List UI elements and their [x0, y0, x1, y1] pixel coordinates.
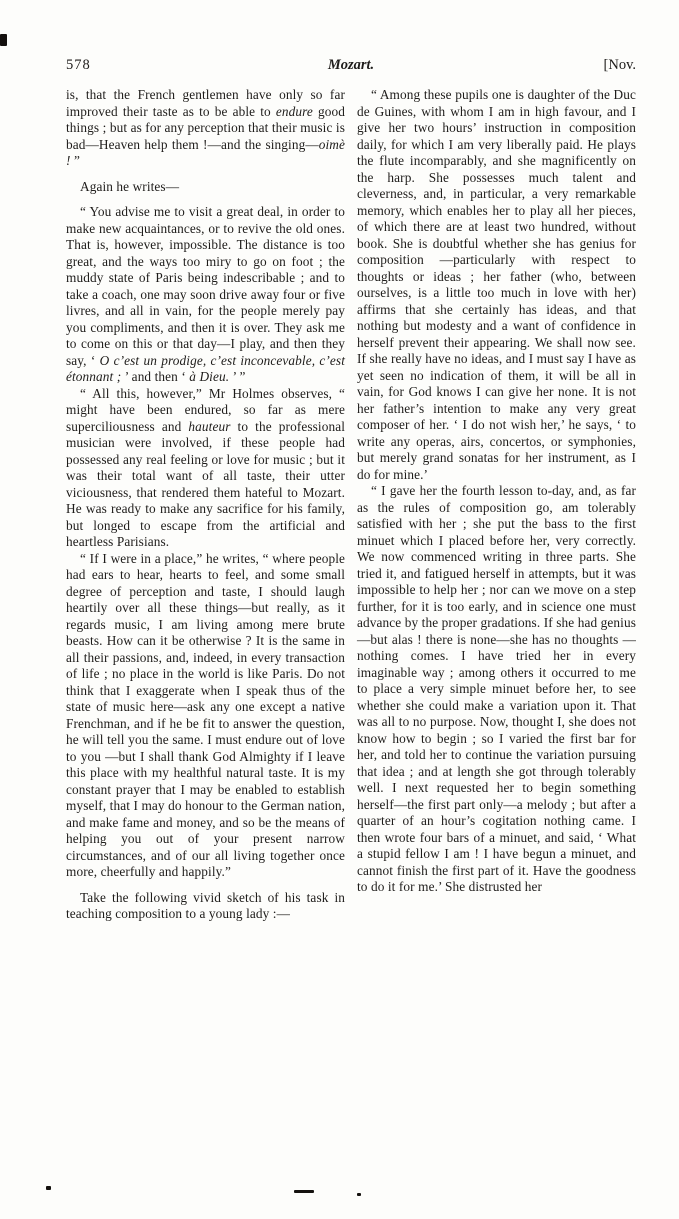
paragraph [66, 204, 345, 386]
paragraph [66, 890, 345, 923]
paragraph [66, 87, 345, 170]
text-run: “ I gave her the fourth lesson to-day, and, as far as the rules of composition go, am tolerably satisfied with her ; she put the bass to the first minuet which I placed before her, very correctly. We now commenced writing in three parts. She tried it, and fatigued herself in attempts, but it was impossible to help her ; nor can we move on a step further, for it is too early, and in science one must advance by the proper gradations. If she had genius—but alas ! there is none—she has no thoughts —nothing comes. I have tried her in every imaginable way ; among others it occurred to me to place a very simple minuet before her, to see whether she could make a variation upon it. That was all to no purpose. Now, thought I, she does not know how to begin ; so I varied the first bar for her, and told her to continue the variation pursuing that idea ; and at length she got through tolerably well. I next requested her to begin something herself—the first part only—a melody ; but after a quarter of an hour’s cogitation nothing came. I then wrote four bars of a minuet, and said, ‘ What a stupid fellow I am ! I have begun a minuet, and cannot finish the first part of it. Have the goodness to do it for me.’ She distrusted her [357, 483, 636, 894]
text-run: is, that the French gentlemen have only so far improved their taste as to be able to [66, 87, 345, 119]
text-run: “ Among these pupils one is daughter of the Duc de Guines, with whom I am in high favour, and I give her two hours’ instruction in composition daily, for which I am very liberally paid. He plays the flute incomparably, and she magnificently on the harp. She possesses much talent and cleverness, and, in particular, a very remarkable memory, which enables her to play all her pieces, of which there are at least two hundred, without book. She is doubtful whether she has genius for composition —particularly with respect to thoughts or ideas ; her father (who, between ourselves, is a little too much in love with her) affirms that she certainly has ideas, and that nothing but modesty and a want of confidence in herself prevent their appearing. We shall now see. If she really have no ideas, and I must say I have as yet seen no indication of them, it will be all in vain, for God knows I can give her none. It is not her father’s intention to make any very great composer of her. ‘ I do not wish her,’ he says, ‘ to write any operas, airs, concertos, or symphonies, but merely grand sonatas for her instrument, as I do for mine.’ [357, 87, 636, 482]
italic-text-run: hauteur [188, 418, 231, 434]
scan-artifact [294, 1190, 314, 1193]
text-run: good things ; but as for any perception that their music is bad—Heaven help them !—and the singing— [66, 103, 346, 152]
column-left [66, 87, 345, 923]
paragraph [66, 551, 345, 881]
paragraph [357, 483, 636, 896]
italic-text-run: endure [275, 103, 313, 119]
text-run: to the professional musician were involved, if these people had possessed any real feeling or love for music ; but it was their total want of all taste, their utter viciousness, that rendered them hateful to Mozart. He was ready to make any sacrifice for his family, but longed to escape from the artificial and heartless Parisians. [66, 418, 345, 549]
text-run: ’ and then ‘ [121, 369, 190, 384]
text-run: ’ ” [229, 369, 246, 384]
running-title: Mozart. [327, 57, 375, 73]
column-right [357, 87, 636, 923]
text-run: “ All this, however,” Mr Holmes observes, “ might have been endured, so far as mere superciliousness and [66, 385, 345, 434]
italic-text-run: à Dieu. [189, 369, 230, 384]
scan-artifact [357, 1193, 361, 1196]
text-columns [66, 87, 636, 923]
paragraph [66, 179, 345, 196]
page-number: 578 [66, 57, 91, 73]
running-head [66, 57, 636, 74]
italic-text-run: O c’est un prodige, c’est inconcevable, c’est étonnant ; [66, 352, 346, 384]
paragraph [357, 87, 636, 483]
italic-text-run: oimè ! [66, 136, 345, 168]
text-run: Again he writes— [80, 178, 180, 194]
text-run: “ You advise me to visit a great deal, in order to make new acquaintances, or to revive the old ones. That is, however, impossible. The distance is too great, and the ways too miry to go on foot ; the muddy state of Paris being indescribable ; and to take a coach, one may soon drive away four or five livres, and all in vain, for the people merely pay you compliments, and then it is over. They ask me to come on this or that day—I play, and then they say, ‘ [66, 204, 345, 368]
paragraph [66, 386, 345, 551]
issue-label: [Nov. [603, 57, 636, 73]
text-run: “ If I were in a place,” he writes, “ where people had ears to hear, hearts to feel, and some small degree of perception and taste, I should laugh heartily over all these things—but really, as it regards music, I am living among mere brute beasts. How can it be otherwise ? It is the same in all their passions, and, indeed, in every transaction of life ; no place in the world is like Paris. Do not think that I exaggerate when I speak thus of the state of music here—ask any one except a native Frenchman, and if he be fit to answer the question, he will tell you the same. I must endure out of love to you —but I shall thank God Almighty if I leave this place with my healthful natural taste. It is my constant prayer that I may be enabled to establish myself, that I may do honour to the German nation, and make fame and money, and so be the means of helping you out of your present narrow circumstances, and of our all living together once more, cheerfully and happily.” [66, 550, 345, 879]
text-run: ” [70, 153, 80, 168]
text-run: Take the following vivid sketch of his task in teaching composition to a young lady :— [66, 889, 345, 921]
scan-artifact [46, 1186, 51, 1190]
scan-artifact [0, 34, 7, 46]
